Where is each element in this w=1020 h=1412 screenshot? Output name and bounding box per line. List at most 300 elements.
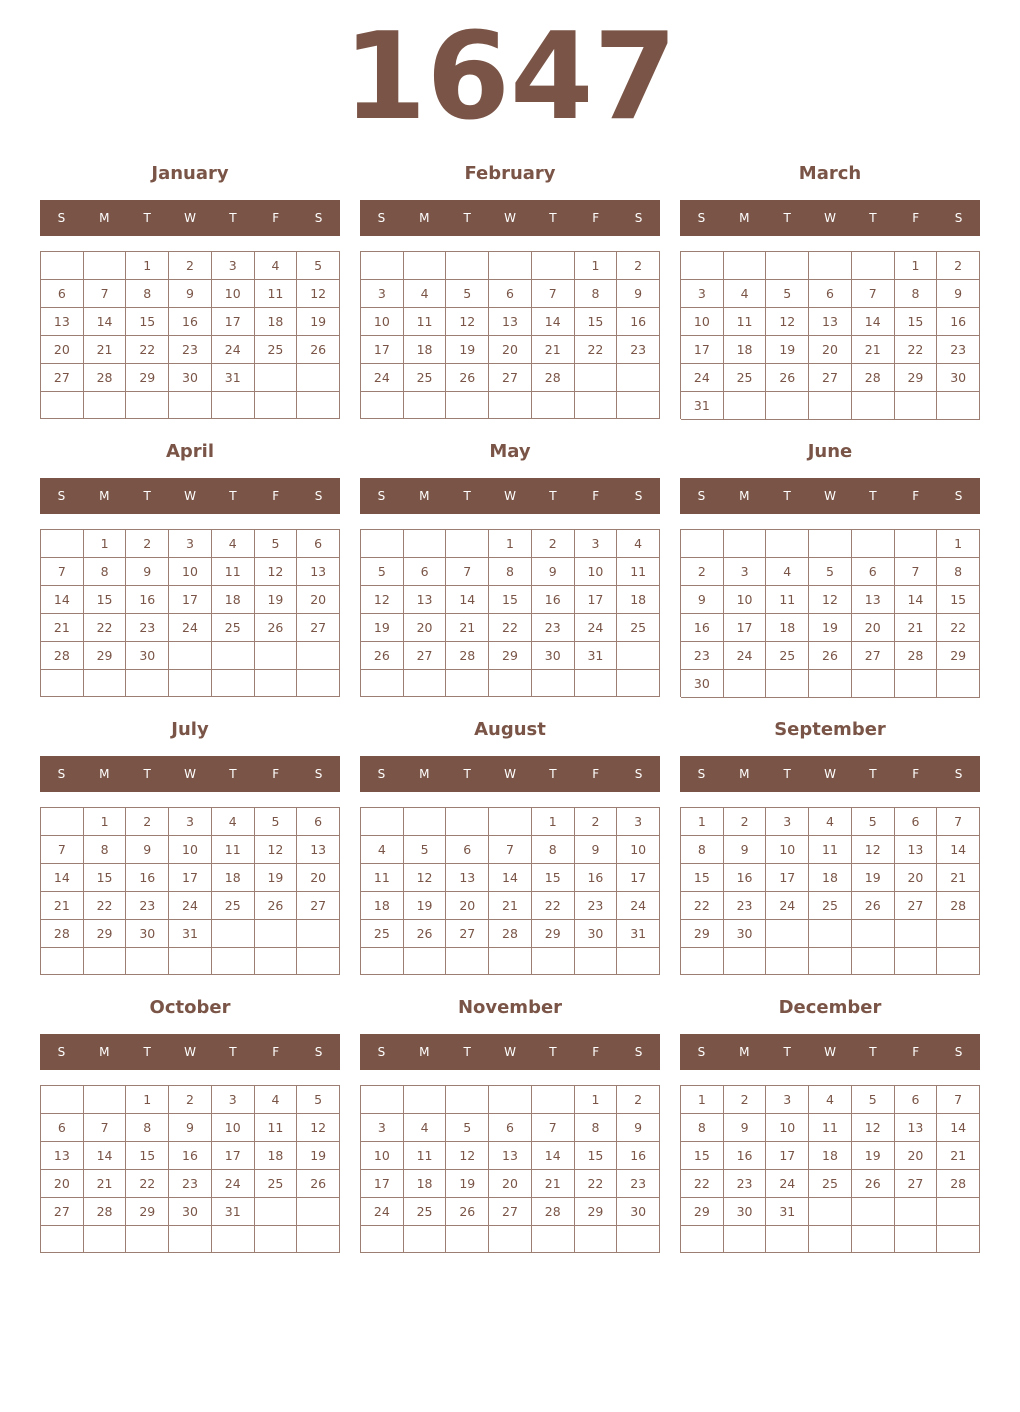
day-cell: 13 [446,864,489,892]
empty-cell [404,808,447,836]
weekday-label: W [184,1045,196,1059]
empty-cell [255,1198,298,1226]
day-cell: 20 [41,336,84,364]
weekday-label: S [954,211,963,225]
day-cell: 7 [489,836,532,864]
day-cell: 1 [681,808,724,836]
day-cell: 7 [446,558,489,586]
day-cell: 7 [84,1114,127,1142]
empty-cell [937,920,980,948]
empty-cell [852,920,895,948]
weekday-label: S [954,1045,963,1059]
empty-cell [809,1198,852,1226]
day-cell: 20 [489,336,532,364]
weekday-label: T [549,1045,557,1059]
day-cell: 27 [809,364,852,392]
day-cell: 5 [297,252,340,280]
day-cell: 4 [809,808,852,836]
weekday-label: W [824,211,836,225]
month-name: March [798,163,862,184]
day-cell: 25 [809,892,852,920]
day-cell: 17 [169,864,212,892]
day-cell: 30 [681,670,724,698]
day-cell: 15 [937,586,980,614]
day-cell: 29 [937,642,980,670]
weekday-label: W [504,211,516,225]
empty-cell [255,642,298,670]
day-cell: 24 [724,642,767,670]
weekday-header [360,1034,660,1070]
month-name: January [151,163,229,184]
year-title: 1647 [343,8,677,147]
day-cell: 12 [852,836,895,864]
weekday-label: S [634,1045,643,1059]
weekday-header [40,478,340,514]
day-cell: 1 [681,1086,724,1114]
empty-cell [937,392,980,420]
day-cell: 13 [895,1114,938,1142]
weekday-label: T [143,211,151,225]
day-cell: 14 [489,864,532,892]
day-cell: 4 [404,280,447,308]
empty-cell [41,670,84,697]
weekday-label: M [99,211,110,225]
day-cell: 18 [255,1142,298,1170]
empty-cell [212,670,255,697]
empty-cell [212,392,255,419]
weekday-label: W [504,767,516,781]
day-cell: 18 [809,864,852,892]
weekday-label: T [463,489,471,503]
empty-cell [489,948,532,975]
day-cell: 15 [126,1142,169,1170]
day-cell: 12 [809,586,852,614]
empty-cell [489,670,532,697]
day-cell: 28 [895,642,938,670]
day-cell: 23 [575,892,618,920]
weekday-label: T [783,489,791,503]
empty-cell [681,948,724,975]
day-cell: 23 [617,336,660,364]
empty-cell [489,392,532,419]
weekday-header [680,478,980,514]
empty-cell [809,670,852,698]
day-cell: 11 [766,586,809,614]
day-cell: 6 [297,530,340,558]
day-grid [360,807,660,975]
day-cell: 31 [212,1198,255,1226]
day-cell: 16 [532,586,575,614]
empty-cell [446,808,489,836]
empty-cell [681,530,724,558]
day-cell: 21 [489,892,532,920]
day-cell: 24 [575,614,618,642]
empty-cell [575,1226,618,1253]
month-february [360,160,660,430]
day-cell: 17 [212,1142,255,1170]
day-cell: 27 [852,642,895,670]
day-cell: 26 [446,1198,489,1226]
day-cell: 11 [255,280,298,308]
day-grid [680,807,980,975]
day-cell: 27 [895,892,938,920]
day-cell: 29 [84,642,127,670]
day-cell: 19 [404,892,447,920]
weekday-label: S [314,767,323,781]
day-cell: 4 [361,836,404,864]
day-cell: 17 [766,864,809,892]
day-cell: 3 [212,252,255,280]
day-cell: 18 [404,336,447,364]
day-cell: 16 [126,586,169,614]
weekday-header [360,478,660,514]
empty-cell [532,252,575,280]
day-cell: 11 [361,864,404,892]
day-cell: 31 [617,920,660,948]
weekday-label: M [739,1045,750,1059]
day-cell: 20 [852,614,895,642]
empty-cell [297,670,340,697]
day-cell: 3 [361,1114,404,1142]
empty-cell [41,1226,84,1253]
day-cell: 4 [404,1114,447,1142]
day-cell: 8 [126,280,169,308]
day-cell: 5 [255,808,298,836]
day-cell: 12 [255,836,298,864]
weekday-label: S [377,489,386,503]
day-cell: 20 [446,892,489,920]
weekday-label: T [783,211,791,225]
day-cell: 26 [766,364,809,392]
empty-cell [41,1086,84,1114]
empty-cell [446,1086,489,1114]
month-october [40,994,340,1264]
empty-cell [766,252,809,280]
day-cell: 3 [724,558,767,586]
weekday-label: F [912,211,920,225]
day-cell: 11 [404,308,447,336]
month-january [40,160,340,430]
weekday-label: S [954,489,963,503]
day-cell: 6 [852,558,895,586]
day-cell: 5 [255,530,298,558]
empty-cell [617,1226,660,1253]
weekday-label: M [419,211,430,225]
day-cell: 4 [255,252,298,280]
day-cell: 16 [724,864,767,892]
weekday-label: T [229,489,237,503]
day-cell: 29 [681,1198,724,1226]
empty-cell [575,364,618,392]
day-cell: 28 [41,642,84,670]
day-cell: 9 [937,280,980,308]
empty-cell [84,1086,127,1114]
day-grid [680,529,980,697]
day-cell: 6 [41,1114,84,1142]
day-cell: 8 [937,558,980,586]
empty-cell [126,1226,169,1253]
month-march [680,160,980,430]
day-cell: 28 [446,642,489,670]
day-cell: 18 [361,892,404,920]
day-cell: 5 [852,808,895,836]
day-cell: 26 [255,614,298,642]
day-cell: 28 [84,1198,127,1226]
empty-cell [297,1226,340,1253]
day-cell: 11 [404,1142,447,1170]
weekday-label: T [463,1045,471,1059]
empty-cell [532,948,575,975]
day-cell: 15 [681,1142,724,1170]
day-cell: 13 [41,308,84,336]
empty-cell [724,392,767,420]
weekday-label: S [377,211,386,225]
empty-cell [404,670,447,697]
day-cell: 10 [212,1114,255,1142]
day-cell: 25 [766,642,809,670]
month-name: April [165,441,215,462]
month-april [40,438,340,708]
empty-cell [169,948,212,975]
empty-cell [297,1198,340,1226]
day-grid [360,1085,660,1253]
empty-cell [126,948,169,975]
day-cell: 10 [169,836,212,864]
day-cell: 1 [126,252,169,280]
empty-cell [809,920,852,948]
empty-cell [126,670,169,697]
day-cell: 28 [489,920,532,948]
day-cell: 2 [126,530,169,558]
day-cell: 18 [404,1170,447,1198]
day-cell: 29 [489,642,532,670]
day-cell: 15 [575,1142,618,1170]
day-cell: 4 [617,530,660,558]
weekday-label: W [184,211,196,225]
empty-cell [809,1226,852,1253]
day-cell: 21 [937,864,980,892]
empty-cell [212,642,255,670]
day-cell: 12 [404,864,447,892]
day-cell: 21 [84,1170,127,1198]
empty-cell [895,530,938,558]
day-cell: 7 [852,280,895,308]
weekday-label: F [592,1045,600,1059]
empty-cell [575,948,618,975]
day-cell: 2 [724,808,767,836]
day-cell: 19 [255,864,298,892]
weekday-label: T [783,767,791,781]
empty-cell [212,1226,255,1253]
day-cell: 4 [212,808,255,836]
weekday-label: W [184,489,196,503]
weekday-label: F [592,489,600,503]
day-cell: 9 [724,836,767,864]
empty-cell [297,948,340,975]
weekday-label: T [549,489,557,503]
empty-cell [809,530,852,558]
day-cell: 23 [937,336,980,364]
weekday-label: T [229,211,237,225]
empty-cell [681,252,724,280]
day-cell: 19 [852,864,895,892]
day-cell: 24 [617,892,660,920]
day-cell: 7 [937,1086,980,1114]
weekday-label: S [57,489,66,503]
empty-cell [404,948,447,975]
day-cell: 11 [809,836,852,864]
day-cell: 7 [937,808,980,836]
day-cell: 18 [255,308,298,336]
day-cell: 23 [532,614,575,642]
day-cell: 29 [681,920,724,948]
weekday-label: T [869,211,877,225]
weekday-label: T [463,767,471,781]
month-september [680,716,980,986]
empty-cell [895,1198,938,1226]
day-cell: 17 [681,336,724,364]
day-cell: 24 [212,336,255,364]
day-cell: 25 [404,364,447,392]
day-cell: 12 [297,280,340,308]
empty-cell [361,530,404,558]
empty-cell [446,392,489,419]
empty-cell [84,392,127,419]
day-cell: 25 [809,1170,852,1198]
day-cell: 28 [937,1170,980,1198]
day-cell: 21 [84,336,127,364]
day-cell: 2 [937,252,980,280]
day-cell: 27 [489,1198,532,1226]
weekday-label: W [824,1045,836,1059]
month-name: May [489,441,531,462]
empty-cell [489,252,532,280]
weekday-label: M [419,489,430,503]
weekday-label: S [314,1045,323,1059]
day-cell: 9 [169,280,212,308]
weekday-label: W [184,767,196,781]
day-cell: 4 [766,558,809,586]
day-cell: 12 [852,1114,895,1142]
empty-cell [852,392,895,420]
empty-cell [361,392,404,419]
day-cell: 29 [126,364,169,392]
day-cell: 16 [617,1142,660,1170]
day-cell: 29 [84,920,127,948]
weekday-label: M [739,211,750,225]
day-cell: 9 [724,1114,767,1142]
weekday-label: S [697,489,706,503]
day-cell: 8 [84,558,127,586]
month-name: December [778,997,882,1018]
empty-cell [255,1226,298,1253]
empty-cell [446,948,489,975]
day-grid [680,1085,980,1253]
empty-cell [361,252,404,280]
empty-cell [169,670,212,697]
empty-cell [41,392,84,419]
day-cell: 6 [809,280,852,308]
day-cell: 3 [617,808,660,836]
day-cell: 20 [404,614,447,642]
weekday-label: F [592,211,600,225]
empty-cell [84,948,127,975]
weekday-label: S [697,211,706,225]
day-cell: 2 [169,252,212,280]
empty-cell [852,252,895,280]
weekday-label: T [229,1045,237,1059]
day-cell: 18 [212,864,255,892]
day-cell: 26 [404,920,447,948]
day-cell: 25 [212,614,255,642]
day-cell: 5 [297,1086,340,1114]
day-cell: 30 [724,1198,767,1226]
empty-cell [766,670,809,698]
empty-cell [852,948,895,975]
day-cell: 28 [84,364,127,392]
day-cell: 31 [681,392,724,420]
day-cell: 12 [446,308,489,336]
month-name: October [149,997,231,1018]
day-cell: 22 [895,336,938,364]
day-cell: 3 [681,280,724,308]
month-december [680,994,980,1264]
day-cell: 30 [532,642,575,670]
weekday-header [40,756,340,792]
day-cell: 25 [724,364,767,392]
day-grid [40,529,340,697]
empty-cell [852,1198,895,1226]
day-cell: 9 [126,836,169,864]
day-cell: 26 [297,1170,340,1198]
day-cell: 23 [724,892,767,920]
day-cell: 1 [575,252,618,280]
weekday-label: S [634,767,643,781]
day-cell: 10 [724,586,767,614]
day-cell: 12 [361,586,404,614]
weekday-label: M [99,1045,110,1059]
day-cell: 10 [575,558,618,586]
month-name: September [774,719,886,740]
day-cell: 17 [361,1170,404,1198]
day-cell: 17 [212,308,255,336]
empty-cell [852,1226,895,1253]
empty-cell [532,670,575,697]
day-cell: 24 [361,364,404,392]
day-cell: 14 [532,1142,575,1170]
empty-cell [575,392,618,419]
day-cell: 17 [724,614,767,642]
day-cell: 30 [617,1198,660,1226]
day-cell: 19 [852,1142,895,1170]
day-cell: 26 [361,642,404,670]
day-cell: 24 [169,892,212,920]
day-cell: 19 [361,614,404,642]
day-cell: 26 [809,642,852,670]
empty-cell [297,920,340,948]
day-cell: 29 [575,1198,618,1226]
day-cell: 14 [937,1114,980,1142]
day-cell: 26 [852,1170,895,1198]
day-cell: 1 [84,808,127,836]
day-cell: 19 [809,614,852,642]
day-grid [360,529,660,697]
empty-cell [852,530,895,558]
empty-cell [84,1226,127,1253]
day-cell: 21 [41,614,84,642]
day-cell: 2 [575,808,618,836]
weekday-header [360,200,660,236]
